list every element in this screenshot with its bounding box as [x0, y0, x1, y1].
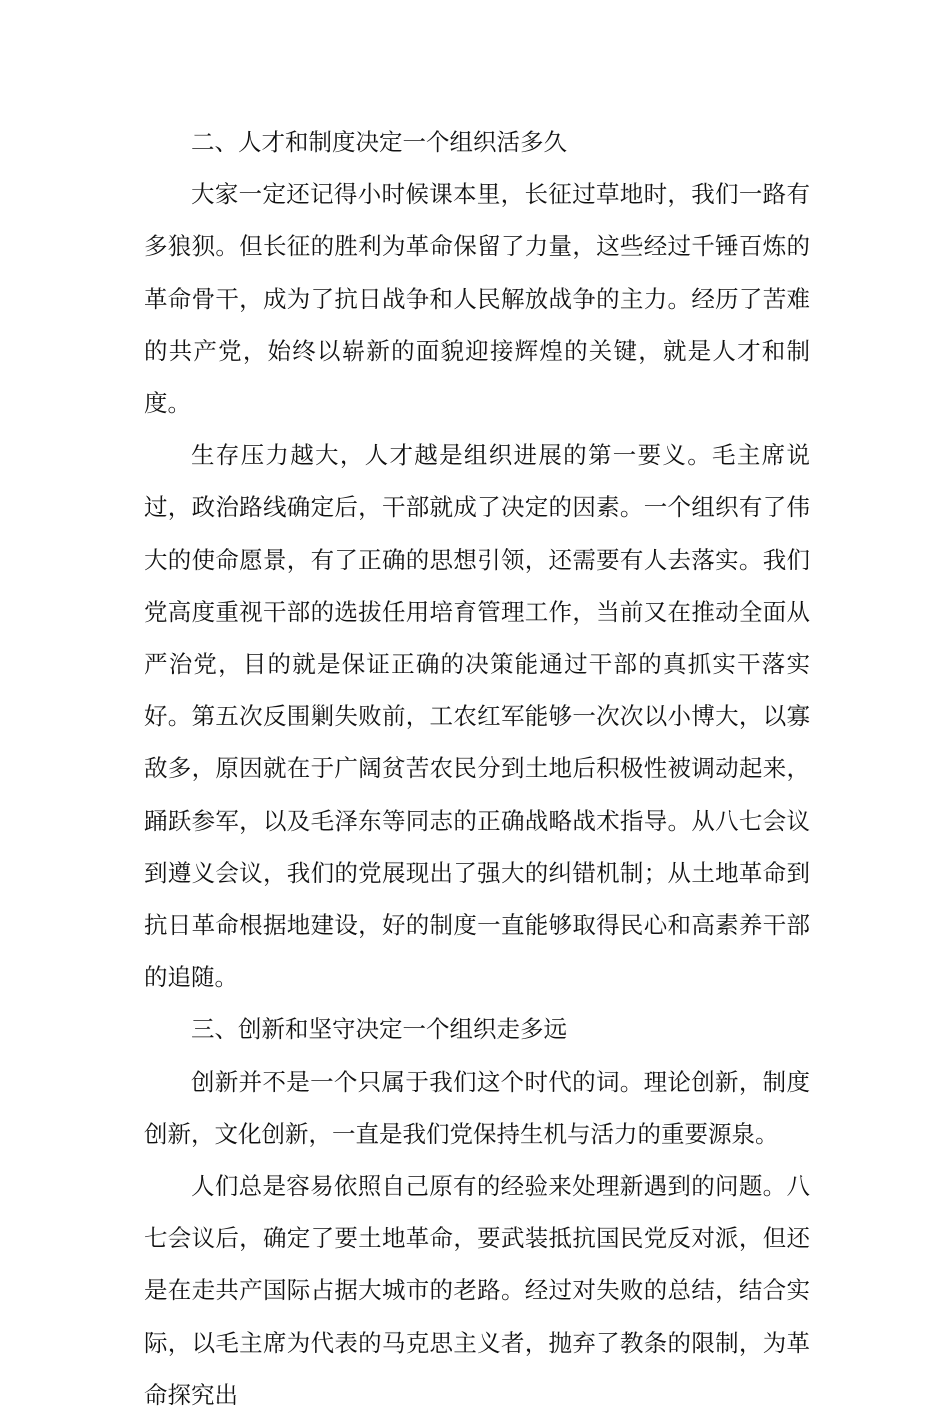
paragraph-long-march: 大家一定还记得小时候课本里，长征过草地时，我们一路有多狼狈。但长征的胜利为革命保留了力量，这些经过千锤百炼的革命骨干，成为了抗日战争和人民解放战争的主力。经历了苦难的共产党，始终以崭新的面貌迎接辉煌的关键，就是人才和制度。	[144, 180, 810, 418]
section-heading-innovation: 三、创新和坚守决定一个组织走多远	[191, 1015, 567, 1044]
section-heading-talent-system: 二、人才和制度决定一个组织活多久	[191, 128, 567, 156]
document-body	[144, 116, 810, 1421]
paragraph-experience: 人们总是容易依照自己原有的经验来处理新遇到的问题。八七会议后，确定了要土地革命，要武装抵抗国民党反对派，但还是在走共产国际占据大城市的老路。经过对失败的总结，结合实际，以毛主席为代表的马克思主义者，抛弃了教条的限制，为革命探究出	[144, 1172, 810, 1409]
paragraph-innovation-era: 创新并不是一个只属于我们这个时代的词。理论创新，制度创新，文化创新，一直是我们党保持生机与活力的重要源泉。	[144, 1067, 810, 1148]
paragraph-talent-pressure: 生存压力越大，人才越是组织进展的第一要义。毛主席说过，政治路线确定后，干部就成了决定的因素。一个组织有了伟大的使命愿景，有了正确的思想引领，还需要有人去落实。我们党高度重视干部的选拔任用培育管理工作，当前又在推动全面从严治党，目的就是保证正确的决策能通过干部的真抓实干落实好。第五次反围剿失败前，工农红军能够一次次以小博大，以寡敌多，原因就在于广阔贫苦农民分到土地后积极性被调动起来，踊跃参军，以及毛泽东等同志的正确战略战术指导。从八七会议到遵义会议，我们的党展现出了强大的纠错机制；从土地革命到抗日革命根据地建设，好的制度一直能够取得民心和高素养干部的追随。	[144, 441, 810, 992]
